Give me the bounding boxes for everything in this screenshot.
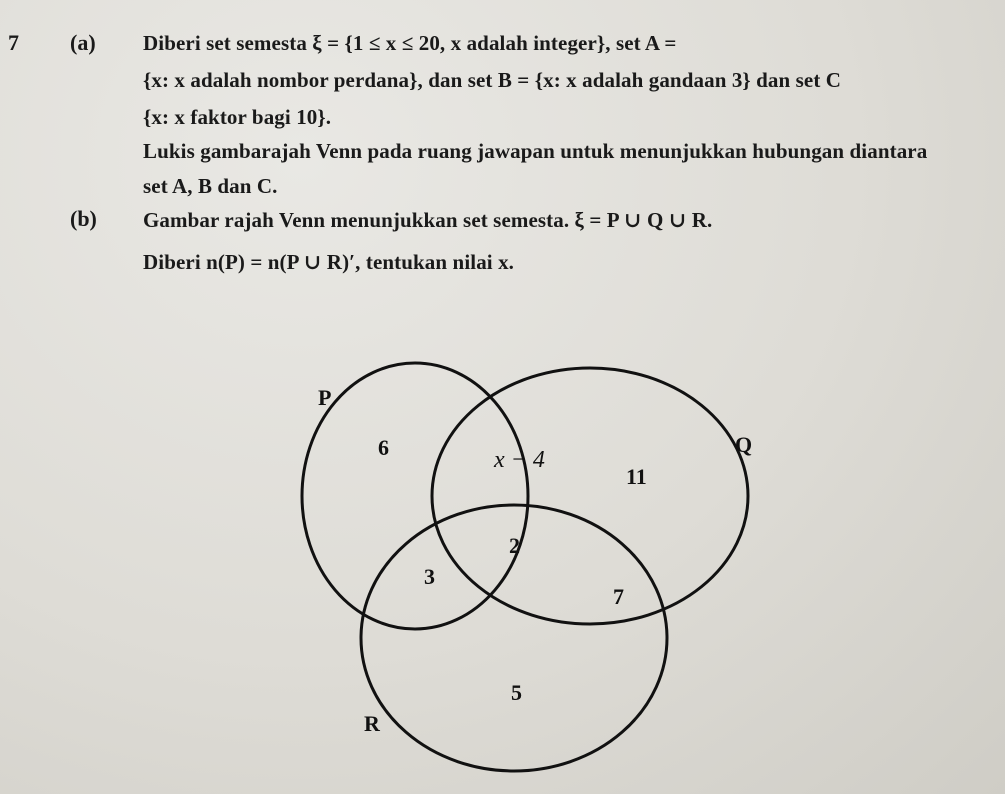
part-a-label: (a) xyxy=(70,30,96,55)
part-b-line-1: Gambar rajah Venn menunjukkan set semesta. ξ = P ∪ Q ∪ R. xyxy=(143,208,713,232)
part-b-line-2: Diberi n(P) = n(P ∪ R)′, tentukan nilai x. xyxy=(143,250,515,274)
part-a-line-1: Diberi set semesta ξ = {1 ≤ x ≤ 20, x adalah integer}, set A = xyxy=(143,31,677,55)
question-number: 7 xyxy=(8,30,19,55)
part-a-line-2: {x: x adalah nombor perdana}, dan set B = {x: x adalah gandaan 3} dan set C xyxy=(143,68,842,92)
part-a-line-5: set A, B dan C. xyxy=(143,174,278,198)
region-p-q-r: 2 xyxy=(509,533,520,558)
region-q-and-r: 7 xyxy=(613,584,624,609)
circle-q xyxy=(432,368,748,624)
region-p-only: 6 xyxy=(378,435,389,460)
part-a-line-3: {x: x faktor bagi 10}. xyxy=(143,105,332,129)
set-label-p: P xyxy=(318,385,332,410)
part-b-label: (b) xyxy=(70,206,97,231)
set-label-r: R xyxy=(364,711,380,736)
region-r-only: 5 xyxy=(511,680,522,705)
part-a-line-4: Lukis gambarajah Venn pada ruang jawapan untuk menunjukkan hubungan diantara xyxy=(143,139,928,163)
region-q-only: 11 xyxy=(626,464,647,489)
region-p-and-q: x − 4 xyxy=(494,447,545,473)
set-label-q: Q xyxy=(735,432,753,457)
circle-p xyxy=(302,363,528,629)
region-p-and-r: 3 xyxy=(424,564,435,589)
